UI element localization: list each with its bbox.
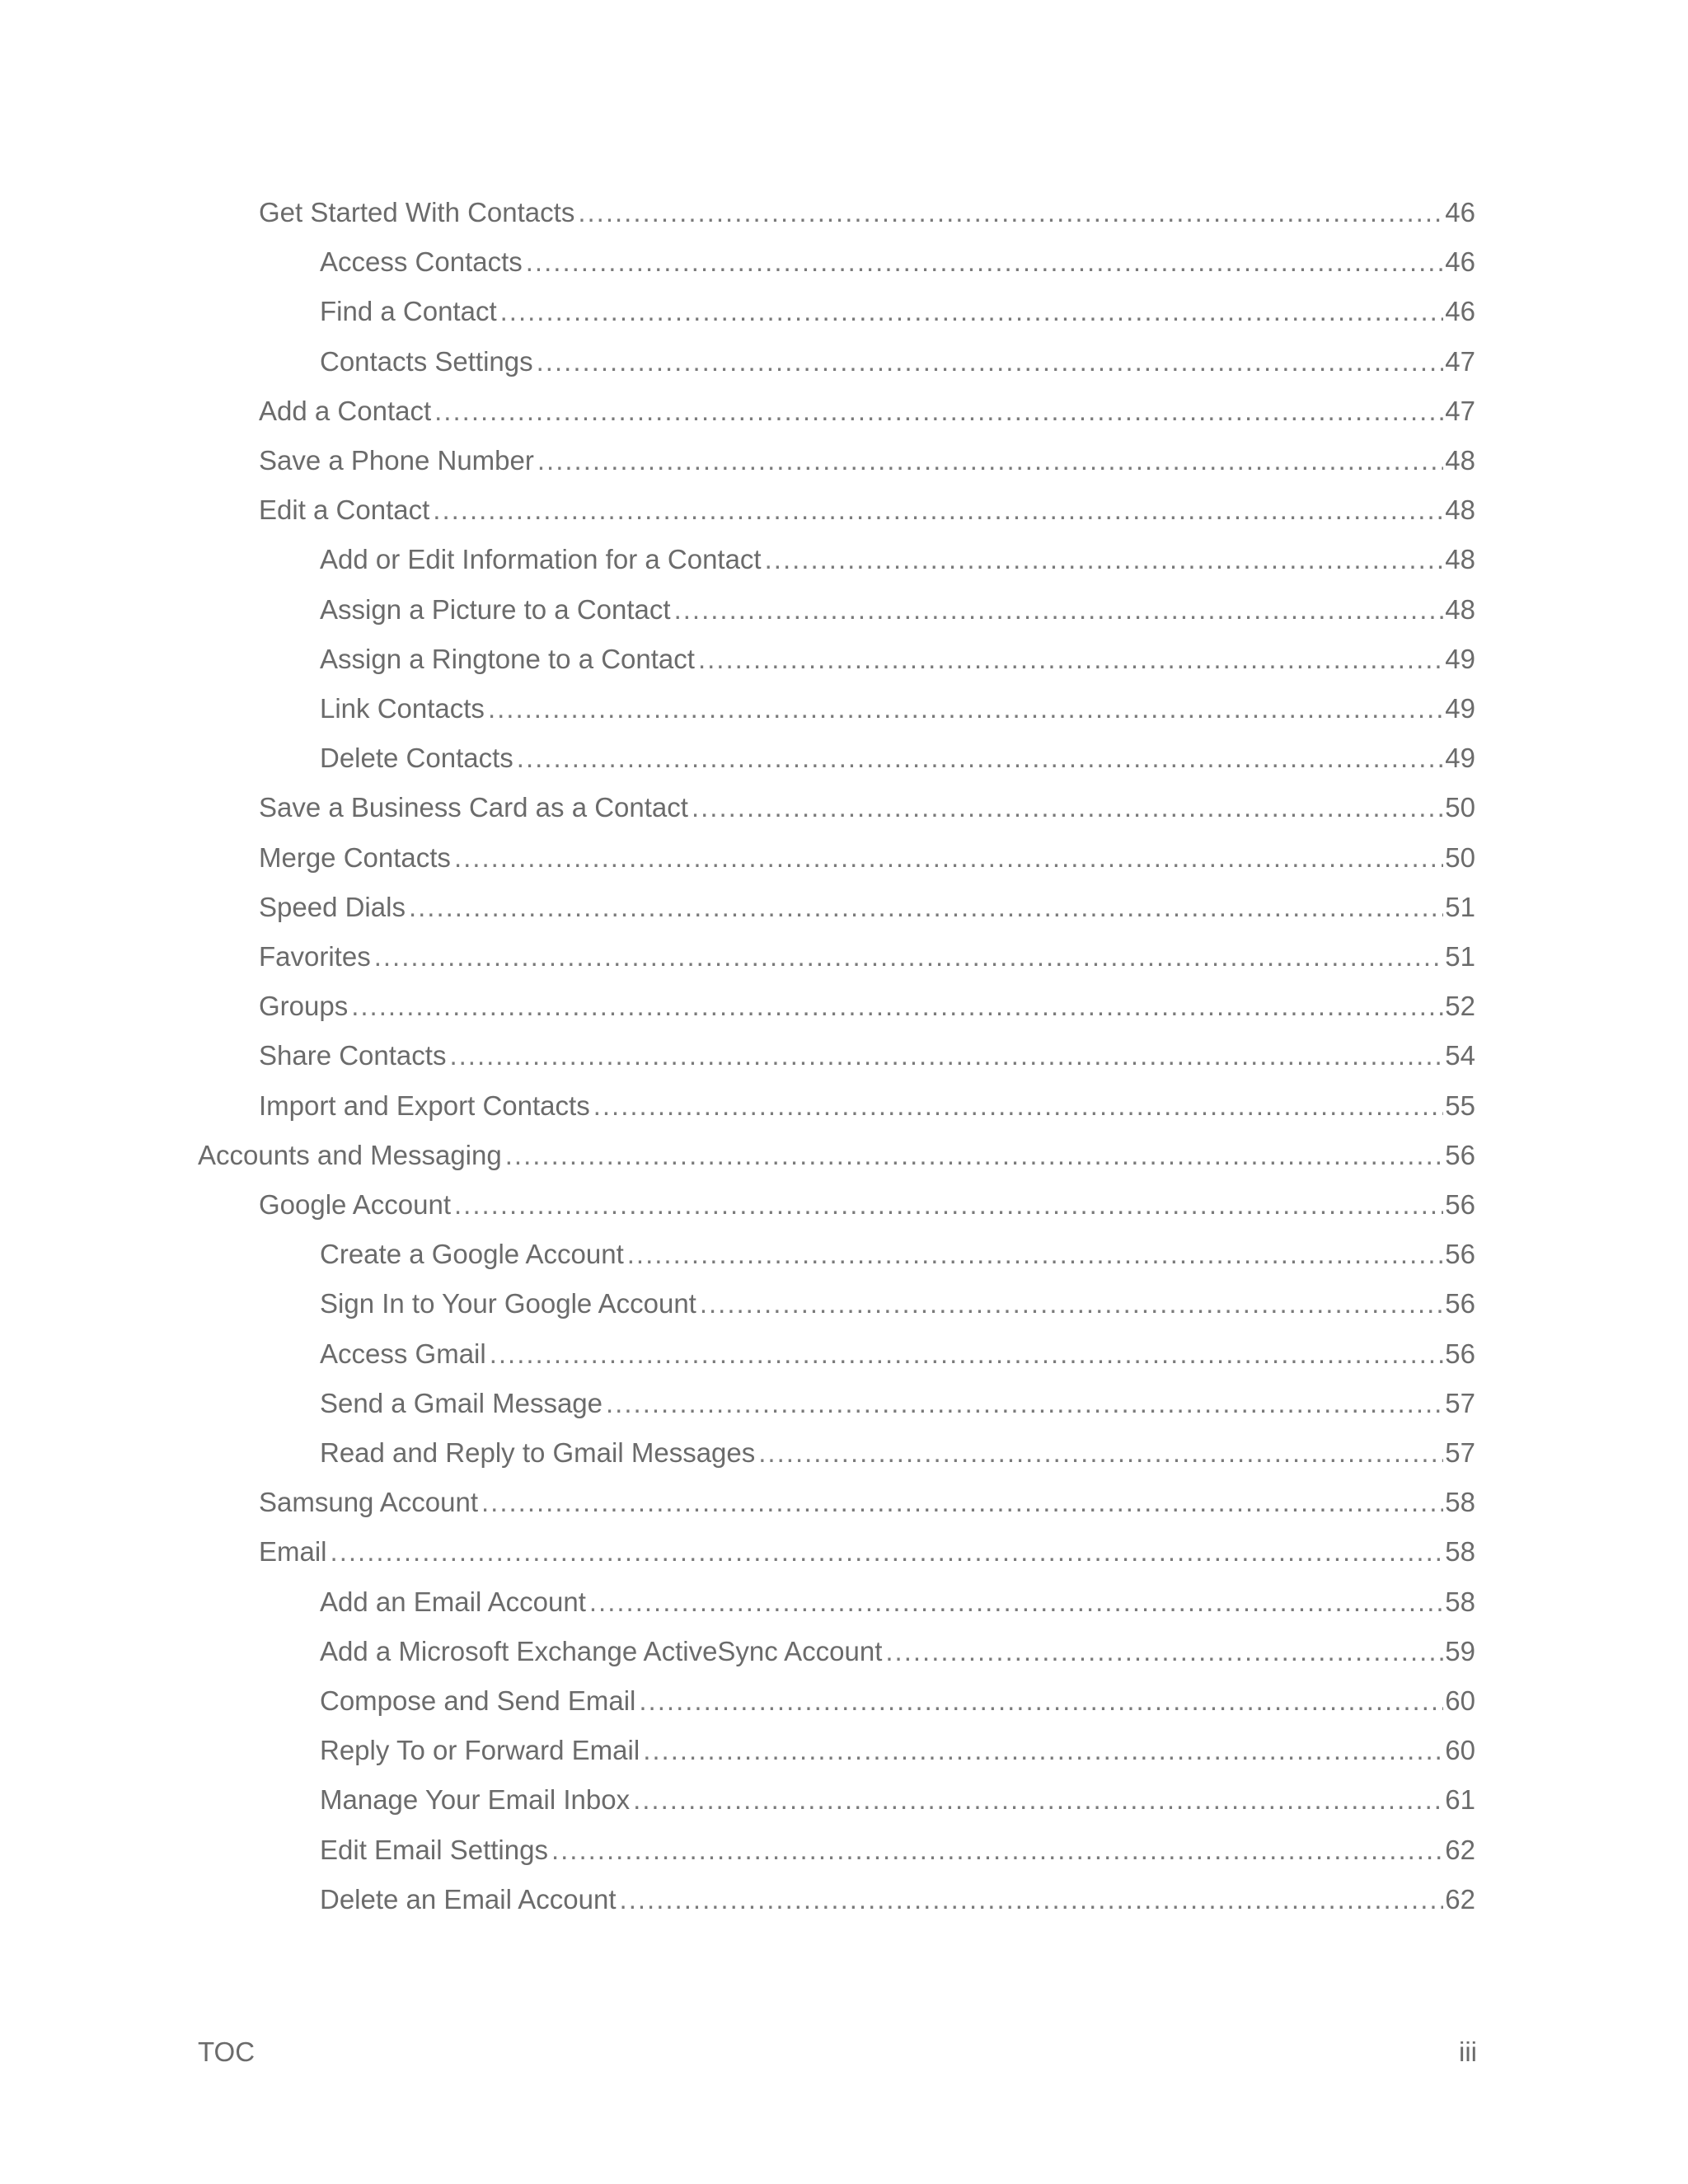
toc-entry-page: 57 (1445, 1437, 1475, 1468)
toc-entry[interactable] (259, 1180, 1475, 1230)
toc-dot-leader (449, 1031, 1443, 1080)
toc-entry[interactable] (259, 436, 1475, 485)
toc-entry-page: 56 (1445, 1288, 1475, 1319)
toc-dot-leader (698, 635, 1443, 684)
toc-entry-page: 47 (1445, 396, 1475, 426)
toc-entry-page: 59 (1445, 1636, 1475, 1666)
toc-dot-leader (331, 1527, 1444, 1577)
footer-page-number: iii (1459, 2036, 1477, 2067)
toc-entry[interactable] (320, 585, 1475, 635)
toc-entry-title: Add an Email Account (320, 1586, 586, 1617)
toc-entry-title: Merge Contacts (259, 842, 451, 873)
toc-entry-title: Create a Google Account (320, 1239, 624, 1269)
toc-dot-leader (488, 684, 1443, 733)
toc-entry-title: Manage Your Email Inbox (320, 1784, 631, 1815)
toc-entry[interactable] (259, 1031, 1475, 1080)
toc-entry[interactable] (320, 1428, 1475, 1478)
toc-entry[interactable] (320, 337, 1475, 387)
toc-dot-leader (620, 1875, 1444, 1924)
toc-entry-title: Speed Dials (259, 892, 406, 922)
toc-entry-page: 50 (1445, 792, 1475, 823)
toc-dot-leader (351, 982, 1443, 1031)
toc-entry[interactable] (320, 1875, 1475, 1924)
toc-entry[interactable] (259, 188, 1475, 237)
toc-dot-leader (578, 188, 1443, 237)
toc-entry-page: 58 (1445, 1536, 1475, 1567)
toc-entry-page: 62 (1445, 1835, 1475, 1865)
footer-section-label: TOC (198, 2036, 256, 2067)
toc-entry-title: Access Contacts (320, 246, 523, 277)
toc-entry-page: 46 (1445, 296, 1475, 326)
toc-entry[interactable] (259, 1081, 1475, 1131)
toc-entry-page: 47 (1445, 346, 1475, 377)
toc-entry[interactable] (259, 783, 1475, 832)
toc-entry[interactable] (320, 1825, 1475, 1875)
toc-entry-page: 55 (1445, 1090, 1475, 1121)
toc-entry-page: 51 (1445, 892, 1475, 922)
toc-entry-page: 54 (1445, 1040, 1475, 1071)
toc-entry-title: Share Contacts (259, 1040, 447, 1071)
toc-dot-leader (885, 1627, 1443, 1676)
toc-entry-title: Read and Reply to Gmail Messages (320, 1437, 756, 1468)
toc-entry-page: 58 (1445, 1586, 1475, 1617)
toc-entry-page: 49 (1445, 693, 1475, 724)
toc-entry-title: Edit a Contact (259, 494, 430, 525)
toc-entry-page: 58 (1445, 1487, 1475, 1517)
toc-dot-leader (606, 1379, 1443, 1428)
toc-entry-title: Add or Edit Information for a Contact (320, 544, 762, 574)
toc-dot-leader (758, 1428, 1443, 1478)
toc-entry-page: 60 (1445, 1735, 1475, 1765)
toc-entry-title: Groups (259, 991, 349, 1021)
toc-entry-page: 46 (1445, 197, 1475, 227)
toc-entry-page: 48 (1445, 445, 1475, 476)
toc-dot-leader (643, 1726, 1443, 1775)
toc-entry-title: Email (259, 1536, 327, 1567)
toc-entry-page: 60 (1445, 1685, 1475, 1716)
toc-entry-page: 48 (1445, 594, 1475, 625)
toc-entry-title: Accounts and Messaging (198, 1140, 502, 1170)
toc-entry[interactable] (259, 1527, 1475, 1577)
toc-entry-page: 51 (1445, 941, 1475, 972)
toc-entry-page: 46 (1445, 246, 1475, 277)
toc-dot-leader (526, 237, 1444, 287)
toc-entry-title: Find a Contact (320, 296, 497, 326)
toc-dot-leader (409, 883, 1443, 932)
toc-entry[interactable] (259, 485, 1475, 535)
toc-entry-page: 49 (1445, 743, 1475, 773)
toc-entry[interactable] (320, 1775, 1475, 1825)
toc-dot-leader (537, 337, 1444, 387)
toc-dot-leader (454, 833, 1443, 883)
toc-entry[interactable] (259, 883, 1475, 932)
toc-dot-leader (374, 932, 1444, 982)
toc-entry-page: 57 (1445, 1388, 1475, 1418)
toc-dot-leader (700, 1279, 1443, 1329)
toc-entry-title: Compose and Send Email (320, 1685, 636, 1716)
toc-entry-title: Favorites (259, 941, 371, 972)
toc-entry-title: Link Contacts (320, 693, 485, 724)
toc-entry[interactable] (259, 833, 1475, 883)
toc-entry-page: 48 (1445, 494, 1475, 525)
toc-dot-leader (481, 1478, 1443, 1527)
toc-entry-title: Edit Email Settings (320, 1835, 548, 1865)
toc-dot-leader (517, 733, 1443, 783)
toc-entry-title: Get Started With Contacts (259, 197, 575, 227)
toc-entry-title: Access Gmail (320, 1338, 486, 1369)
toc-entry-page: 62 (1445, 1884, 1475, 1915)
toc-entry-page: 56 (1445, 1189, 1475, 1220)
toc-dot-leader (633, 1775, 1443, 1825)
toc-entry-title: Samsung Account (259, 1487, 478, 1517)
toc-dot-leader (505, 1131, 1444, 1180)
toc-entry[interactable] (320, 1676, 1475, 1726)
toc-entry[interactable] (259, 1478, 1475, 1527)
toc-entry-page: 50 (1445, 842, 1475, 873)
toc-entry-title: Add a Microsoft Exchange ActiveSync Account (320, 1636, 883, 1666)
toc-entry[interactable] (259, 387, 1475, 436)
toc-dot-leader (674, 585, 1444, 635)
toc-entry-page: 56 (1445, 1140, 1475, 1170)
toc-entry[interactable] (320, 287, 1475, 336)
toc-entry[interactable] (259, 982, 1475, 1031)
toc-entry-title: Add a Contact (259, 396, 432, 426)
toc-entry-title: Sign In to Your Google Account (320, 1288, 696, 1319)
toc-dot-leader (765, 535, 1444, 584)
toc-entry[interactable] (198, 1131, 1475, 1180)
toc-dot-leader (593, 1081, 1444, 1131)
toc-entry[interactable] (259, 932, 1475, 982)
toc-entry[interactable] (320, 1627, 1475, 1676)
toc-entry-title: Google Account (259, 1189, 451, 1220)
toc-dot-leader (692, 783, 1443, 832)
toc-entry[interactable] (320, 1329, 1475, 1379)
toc-entry-title: Reply To or Forward Email (320, 1735, 640, 1765)
toc-entry-page: 56 (1445, 1239, 1475, 1269)
toc-entry-page: 52 (1445, 991, 1475, 1021)
toc-dot-leader (490, 1329, 1444, 1379)
toc-entry-title: Save a Business Card as a Contact (259, 792, 688, 823)
toc-entry-title: Delete an Email Account (320, 1884, 617, 1915)
toc-entry-page: 56 (1445, 1338, 1475, 1369)
toc-entry-title: Save a Phone Number (259, 445, 534, 476)
toc-entry[interactable] (320, 1230, 1475, 1279)
toc-entry[interactable] (320, 1379, 1475, 1428)
toc-entry-page: 49 (1445, 644, 1475, 674)
toc-entry-title: Send a Gmail Message (320, 1388, 603, 1418)
toc-dot-leader (537, 436, 1443, 485)
toc-entry-page: 48 (1445, 544, 1475, 574)
toc-dot-leader (639, 1676, 1443, 1726)
toc-entry-title: Assign a Ringtone to a Contact (320, 644, 695, 674)
toc-entry[interactable] (320, 237, 1475, 287)
toc-entry[interactable] (320, 1279, 1475, 1329)
toc-dot-leader (454, 1180, 1443, 1230)
toc-entry[interactable] (320, 635, 1475, 684)
toc-dot-leader (551, 1825, 1443, 1875)
toc-dot-leader (500, 287, 1444, 336)
toc-dot-leader (589, 1577, 1443, 1627)
toc-dot-leader (433, 485, 1443, 535)
toc-entry[interactable] (320, 1577, 1475, 1627)
toc-entry-title: Delete Contacts (320, 743, 513, 773)
toc-entry-title: Import and Export Contacts (259, 1090, 590, 1121)
toc-entry[interactable] (320, 1726, 1475, 1775)
toc-entry[interactable] (320, 733, 1475, 783)
toc-entry[interactable] (320, 535, 1475, 584)
toc-entry-page: 61 (1445, 1784, 1475, 1815)
toc-entry-title: Contacts Settings (320, 346, 533, 377)
toc-dot-leader (627, 1230, 1444, 1279)
toc-entry[interactable] (320, 684, 1475, 733)
toc-dot-leader (434, 387, 1443, 436)
toc-entry-title: Assign a Picture to a Contact (320, 594, 671, 625)
